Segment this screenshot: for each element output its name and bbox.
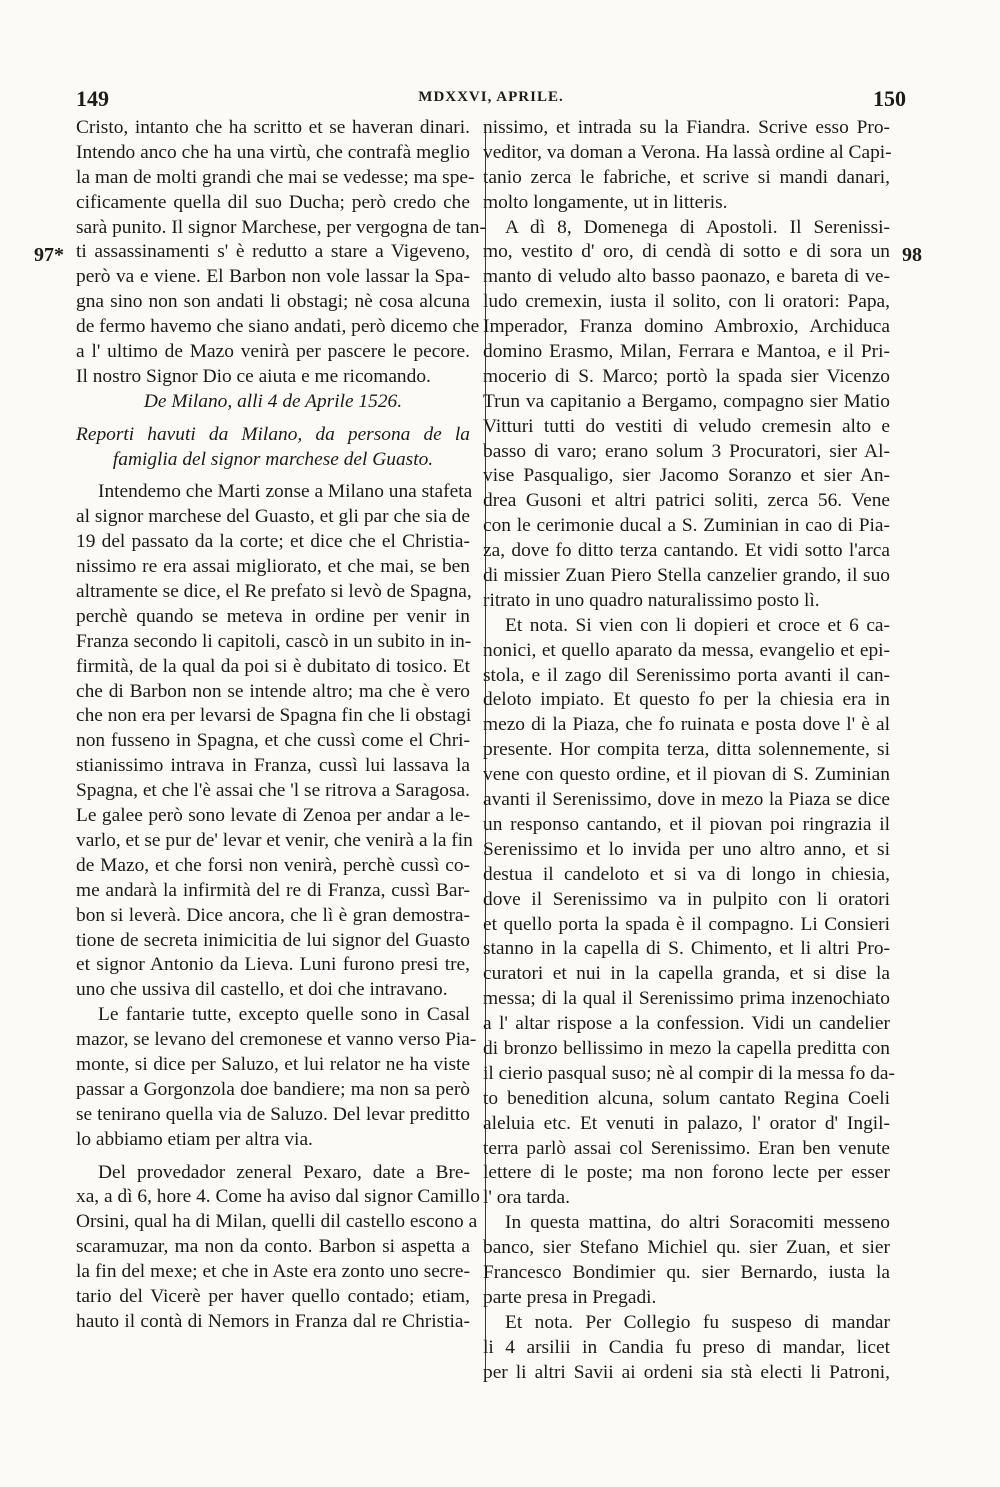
text-line: Intendo anco che ha una virtù, che contrafà meglio (76, 141, 470, 163)
text-line: vise Pasqualigo, sier Jacomo Soranzo et sier An- (483, 465, 890, 487)
text-line: stola, e il zago dil Serenissimo porta avanti il can- (483, 664, 890, 686)
page-number-left: 149 (76, 86, 109, 111)
text-line: a l' ultimo de Mazo venirà per pascere le pecore. (76, 341, 470, 363)
text-line: drea Gusoni et altri patrici soliti, zerca 56. Vene (483, 490, 890, 512)
text-line: Orsini, qual ha di Milan, quelli dil castello escono a (76, 1211, 478, 1233)
text-line: li 4 arsilii in Candia fu preso di mandar, licet (483, 1336, 890, 1358)
text-line: passar a Gorgonzola doe bandiere; ma non sa però (76, 1078, 470, 1100)
text-line: Imperador, Franza domino Ambroxio, Archiduca (483, 316, 890, 338)
text-line: mo, vestito d' oro, di cendà di sotto e di sora un (483, 241, 890, 263)
text-line: famiglia del signor marchese del Guasto. (112, 448, 434, 470)
text-line: monte, si dice per Saluzo, et lui relator ne ha viste (76, 1053, 470, 1075)
text-line: al signor marchese del Guasto, et gli par che sia de (76, 506, 470, 528)
text-line: et quello porta la spada è il compagno. Li Consieri (483, 913, 890, 935)
text-line: cificamente quella dil suo Ducha; però credo che (76, 191, 470, 213)
text-line: vene con questo ordine, et il piovan di S. Zuminian (483, 764, 890, 786)
text-line: destua il candeloto et si va di longo in chiesia, (483, 863, 890, 885)
text-line: mocerio di S. Marco; portò la spada sier Vicenzo (483, 365, 890, 387)
text-line: me andarà la infirmità del re di Franza, cussì Bar- (76, 879, 470, 901)
text-line: De Milano, alli 4 de Aprile 1526. (143, 390, 403, 412)
text-line: uno che ussiva dil castello, et doi che intravano. (76, 979, 448, 1001)
running-header (76, 86, 906, 112)
text-line: to benedition alcuna, solum cantato Regina Coeli (483, 1087, 890, 1109)
text-line: per li altri Savii ai ordeni sia stà electi li Patroni, (483, 1361, 890, 1383)
text-line: xa, a dì 6, hore 4. Come ha aviso dal signor Camillo (76, 1186, 480, 1208)
text-line: nissimo, et intrada su la Fiandra. Scrive esso Pro- (483, 117, 890, 138)
text-line (76, 1153, 470, 1161)
text-line: Il nostro Signor Dio ce aiuta e me ricomando. (76, 365, 431, 387)
text-line: a l' altar rispose a la confession. Vidi un candelier (483, 1013, 890, 1035)
text-line: curatori et nui in la capella granda, et si dise la (483, 963, 890, 985)
text-line: tione de secreta inimicitia de lui signor del Guasto (76, 929, 470, 951)
text-line: però va e viene. El Barbon non vole lassar la Spa- (76, 266, 470, 288)
text-line: gna sino non son andati li obstagi; nè cosa alcuna (76, 291, 470, 313)
text-line: avanti il Serenissimo, dove in mezo la Piaza se dice (483, 789, 890, 811)
text-line: varlo, et se pur de' levar et venir, che venirà a la fin (76, 829, 473, 851)
text-line: tanio zerca le fabriche, et scrive si mandi danari, (483, 166, 890, 188)
text-line: stanno in la capella di S. Chimento, et li altri Pro- (483, 938, 890, 960)
text-line: stianissimo intrava in Franza, cussì lui lassava la (76, 755, 470, 777)
text-line: che di Barbon non se intende altro; ma che è vero (76, 680, 470, 702)
text-line: basso di varo; erano solum 3 Procuratori, sier Al- (483, 440, 890, 462)
text-line: un responso cantando, et il piovan poi ringrazia il (483, 813, 890, 835)
text-line: Vitturi tutti do vestiti di veludo cremesin alto e (483, 415, 890, 437)
text-line: veditor, va doman a Verona. Ha lassà ordine al Capi- (483, 141, 892, 163)
text-line: lettere di le poste; ma non forono lecte per esser (483, 1162, 890, 1184)
text-line: che non era per levarsi de Spagna fin che li obstagi (76, 705, 472, 727)
text-line: Spagna, et che l'è assai che 'l se ritrova a Saragosa. (76, 780, 470, 802)
text-line (76, 415, 470, 423)
text-line: la fin del mexe; et che in Aste era zonto uno secre- (76, 1261, 470, 1283)
text-line: parte presa in Pregadi. (483, 1286, 657, 1308)
text-line: In questa mattina, do altri Soracomiti messeno (505, 1212, 890, 1234)
text-line: tario del Vicerè per haver quello contado; etiam, (76, 1285, 470, 1307)
text-line: banco, sier Stefano Michiel qu. sier Zuan, et sier (483, 1237, 890, 1259)
text-line: ritrato in uno quadro naturalissimo posto lì. (483, 589, 820, 611)
text-line: perchè quando se meteva in ordine per venir in (76, 605, 470, 627)
text-line: mazor, se levano del cremonese et vanno verso Pia- (76, 1029, 477, 1051)
text-line: Franza secondo li capitoli, cascò in un subito in in- (76, 630, 472, 652)
text-line: Et nota. Si vien con li dopieri et croce et 6 ca- (505, 614, 890, 636)
text-line: il cierio pasqual suso; nè al compir di la messa fo da- (483, 1062, 895, 1084)
text-line: aleluia etc. Et venuti in palazo, l' orator d' Ingil- (483, 1112, 890, 1134)
text-line: non fusseno in Spagna, et che cussì come el Chri- (76, 730, 470, 752)
text-line: sarà punito. Il signor Marchese, per vergogna de tan- (76, 216, 486, 238)
text-line: hauto il contà di Nemors in Franza dal re Christia- (76, 1310, 470, 1332)
text-line: lo abbiamo etiam per altra via. (76, 1128, 313, 1150)
text-line: se tenirano quella via de Saluzo. Del levar preditto (76, 1103, 470, 1125)
text-line: di bronzo bellissimo in mezo la capella preditta con (483, 1037, 890, 1059)
margin-number-left: 97* (34, 244, 64, 266)
text-line: presente. Hor compita terza, ditta solennemente, si (483, 739, 890, 761)
text-line: molto longamente, ut in litteris. (483, 191, 728, 213)
text-line: 19 del passato da la corte; et dice che el Christia- (76, 531, 470, 553)
text-line: scaramuzar, ma non da conto. Barbon si aspetta a (76, 1236, 470, 1258)
text-line: manto di veludo alto basso paonazo, e bareta di ve- (483, 266, 890, 288)
running-title: MDXXVI, APRILE. (418, 89, 564, 105)
text-line: ti assassinamenti s' è redutto a stare a Vigeveno, (76, 241, 470, 263)
text-line: ludo cremexin, iusta il solito, con li oratori: Papa, (483, 291, 890, 313)
text-line: deloto impiato. Et questo fo per la chiesia era in (483, 689, 890, 711)
text-line: bon si leverà. Dice ancora, che lì è gran demostra- (76, 904, 470, 926)
page-number-right: 150 (873, 86, 906, 111)
text-line: firmità, de la qual da poi si è dubitato di tosico. Et (76, 655, 470, 677)
text-line: Et nota. Per Collegio fu suspeso di mandar (505, 1311, 890, 1333)
text-line: Serenissimo et lo invida per uno altro anno, et si (483, 838, 890, 860)
text-line (76, 472, 470, 480)
text-line: Le galee però sono levate di Zenoa per andar a le- (76, 805, 470, 827)
text-line: nonici, et quello aparato da messa, evangelio et epi- (483, 639, 890, 661)
text-line: messa; di la qual il Serenissimo prima inzenochiato (483, 988, 890, 1010)
text-line: mezo di la Piaza, che fo ruinata e posta dove l' è al (483, 714, 890, 736)
text-line: altramente se dice, el Re prefato si levò de Spagna, (76, 581, 472, 603)
text-line: A dì 8, Domenega di Apostoli. Il Serenissi- (505, 216, 890, 238)
text-line: za, dove fo ditto terza cantando. Et vidi sotto l'arca (483, 540, 890, 562)
left-column (76, 116, 486, 1335)
text-line: Trun va capitanio a Bergamo, compagno sier Matio (483, 390, 890, 412)
right-column (483, 116, 895, 1385)
text-line: dove il Serenissimo va in pulpito con li oratori (483, 888, 890, 910)
text-line: Del provedador zeneral Pexaro, date a Bre- (98, 1161, 470, 1183)
text-line: domino Erasmo, Milan, Ferrara e Mantoa, e il Pri- (483, 341, 890, 363)
text-line: di missier Zuan Piero Stella canzelier grando, il suo (483, 565, 890, 587)
text-line: de Mazo, et che forsi non venirà, perchè cussì co- (76, 854, 470, 876)
text-line: l' ora tarda. (483, 1187, 570, 1209)
text-line: terra parlò assai col Serenissimo. Eran ben venute (483, 1137, 890, 1159)
text-line: con le cerimonie ducal a S. Zuminian in cao di Pia- (483, 515, 890, 537)
text-line: et signor Antonio da Lieva. Luni furono presi tre, (76, 954, 470, 976)
text-line: Francesco Bondimier qu. sier Bernardo, iusta la (483, 1261, 890, 1283)
text-line: Intendemo che Marti zonse a Milano una stafeta (98, 481, 473, 503)
text-line: Reporti havuti da Milano, da persona de la (76, 423, 470, 445)
margin-number-right: 98 (902, 244, 922, 266)
text-line: Cristo, intanto che ha scritto et se haveran dinari. (76, 117, 470, 138)
text-line: nissimo re era assai migliorato, et che mai, se ben (76, 556, 470, 578)
text-line: de fermo havemo che siano andati, però dicemo che (76, 316, 480, 338)
text-line: la man de molti grandi che mai se vedesse; ma spe- (76, 166, 475, 188)
text-line: Le fantarie tutte, excepto quelle sono in Casal (98, 1004, 470, 1026)
